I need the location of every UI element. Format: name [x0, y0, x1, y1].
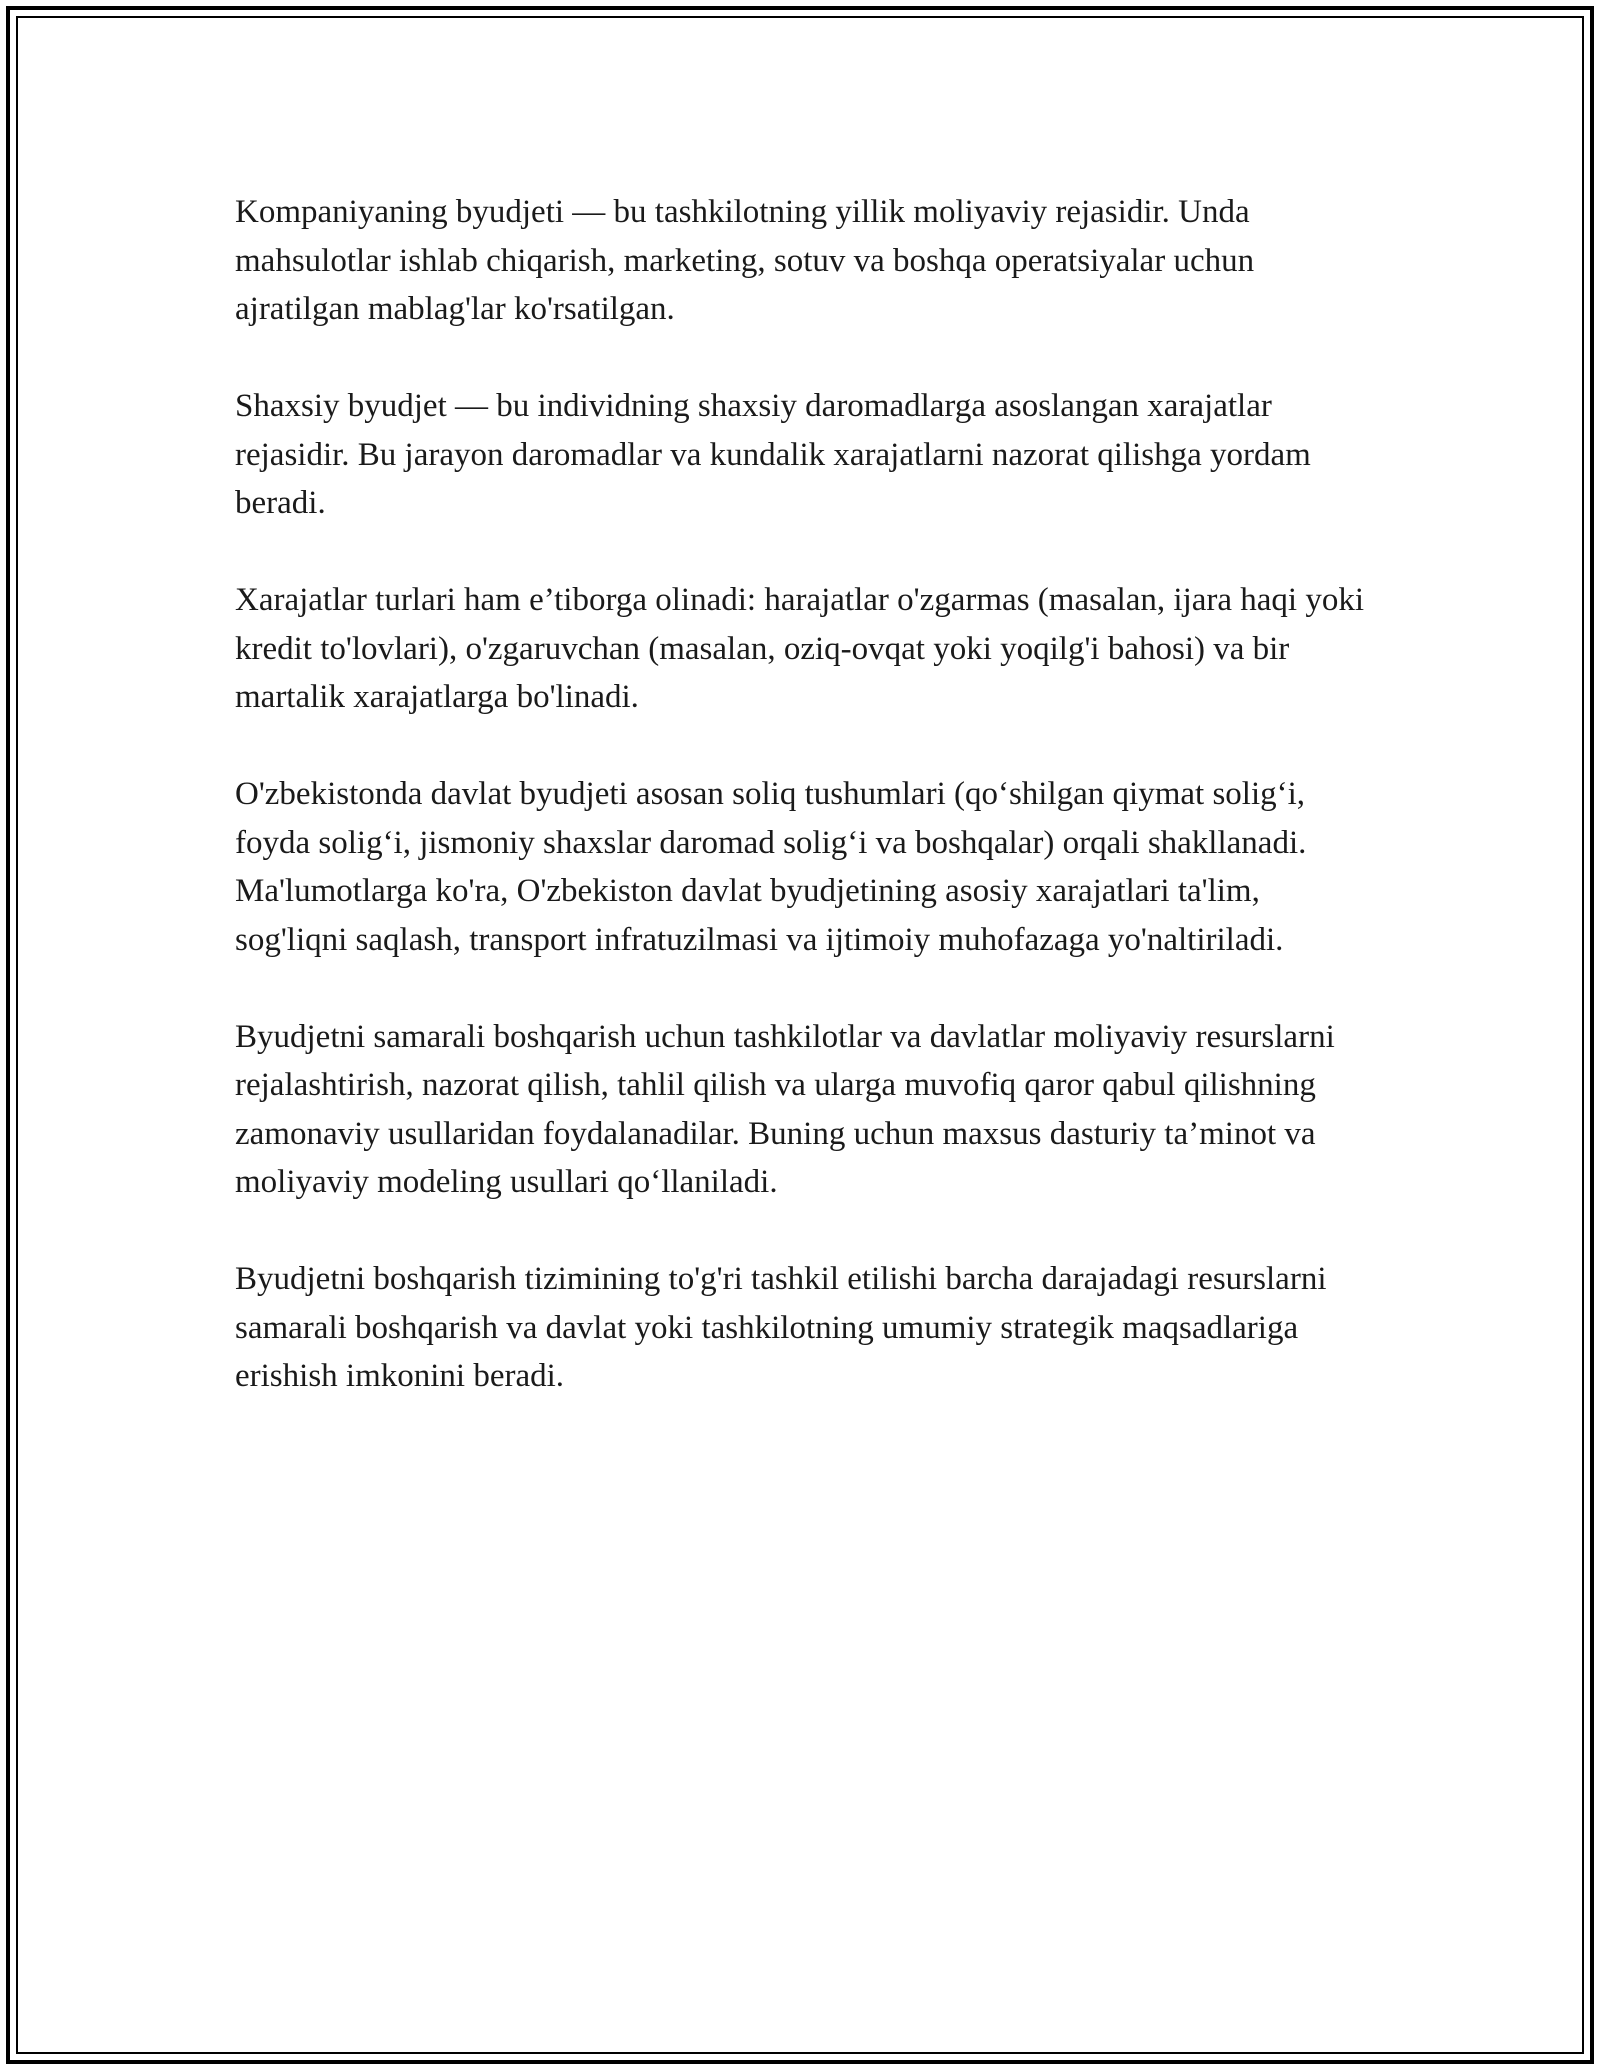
paragraph-company-budget: Kompaniyaning byudjeti — bu tashkilotning yillik moliyaviy rejasidir. Unda mahsulotlar ishlab chiqarish, marketing, sotuv va boshqa operatsiyalar uchun ajratilgan mablag'lar ko'rsatilgan.: [235, 194, 1255, 327]
paragraph-personal-budget: Shaxsiy byudjet — bu individning shaxsiy daromadlarga asoslangan xarajatlar rejasidir. Bu jarayon daromadlar va kundalik xarajatlarni nazorat qilishga yordam beradi.: [235, 388, 1311, 521]
paragraph-budget-management: Byudjetni samarali boshqarish uchun tashkilotlar va davlatlar moliyaviy resurslarni rejalashtirish, nazorat qilish, tahlil qilish va ularga muvofiq qaror qabul qilishning zamonaviy usullaridan foydalanadilar. Buning uchun maxsus dasturiy ta’minot va moliyaviy modeling usullari qo‘llaniladi.: [235, 1018, 1335, 1200]
document-body: [235, 188, 1375, 1449]
paragraph-conclusion: Byudjetni boshqarish tizimining to'g'ri tashkil etilishi barcha darajadagi resurslarni samarali boshqarish va davlat yoki tashkilotning umumiy strategik maqsadlariga erishish imkonini beradi.: [235, 1261, 1327, 1394]
paragraph-expense-types: Xarajatlar turlari ham e’tiborga olinadi: harajatlar o'zgarmas (masalan, ijara haqi yoki kredit to'lovlari), o'zgaruvchan (masalan, oziq-ovqat yoki yoqilg'i bahosi) va bir martalik xarajatlarga bo'linadi.: [235, 582, 1365, 715]
paragraph-state-budget: O'zbekistonda davlat byudjeti asosan soliq tushumlari (qo‘shilgan qiymat solig‘i, foyda solig‘i, jismoniy shaxslar daromad solig‘i va boshqalar) orqali shakllanadi. Ma'lumotlarga ko'ra, O'zbekiston davlat byudjetining asosiy xarajatlari ta'lim, sog'liqni saqlash, transport infratuzilmasi va ijtimoiy muhofazaga yo'naltiriladi.: [235, 776, 1307, 958]
